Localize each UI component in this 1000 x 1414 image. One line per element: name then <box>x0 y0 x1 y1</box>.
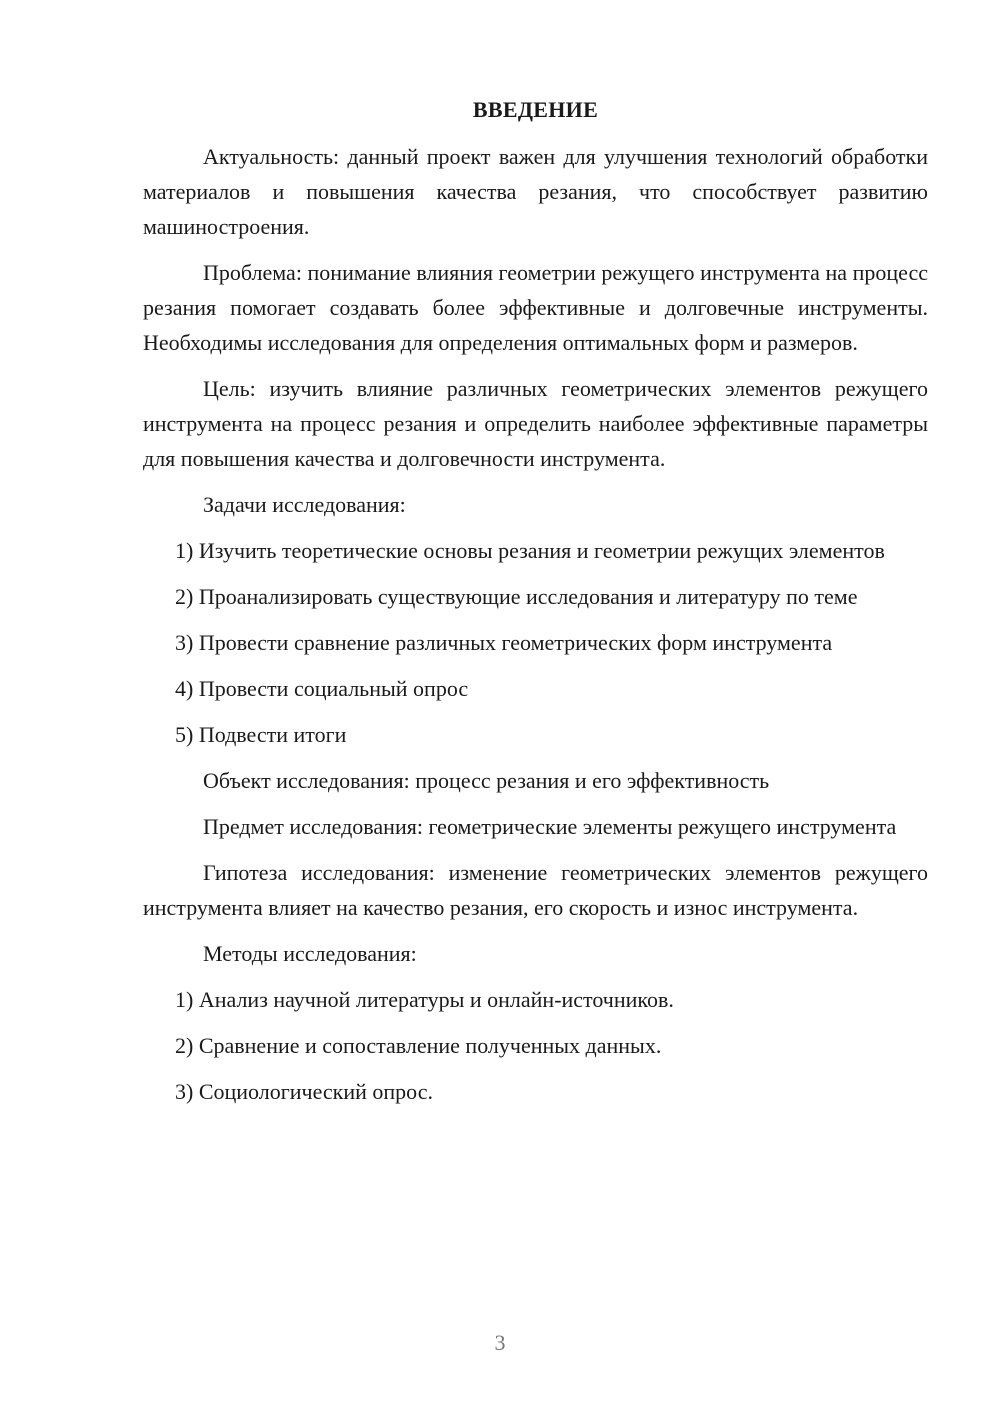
list-item-task-3: 3) Провести сравнение различных геометрических форм инструмента <box>175 630 833 655</box>
document-page <box>143 92 928 1120</box>
list-item-task-5: 5) Подвести итоги <box>175 722 347 747</box>
page-number: 3 <box>494 1330 506 1355</box>
list-item-task-2: 2) Проанализировать существующие исследования и литературу по теме <box>175 584 858 609</box>
paragraph-hypothesis: Гипотеза исследования: изменение геометрических элементов режущего инструмента влияет на качество резания, его скорость и износ инструмента. <box>143 860 928 920</box>
paragraph-methods-heading: Методы исследования: <box>203 941 417 966</box>
list-item-task-4: 4) Провести социальный опрос <box>175 676 469 701</box>
page-title: ВВЕДЕНИЕ <box>472 97 599 122</box>
paragraph-subject: Предмет исследования: геометрические элементы режущего инструмента <box>203 814 897 839</box>
paragraph-problem: Проблема: понимание влияния геометрии режущего инструмента на процесс резания помогает создавать более эффективные и долговечные инструменты. Необходимы исследования для определения оптимальных форм и размеров. <box>143 260 928 355</box>
list-item-method-3: 3) Социологический опрос. <box>175 1079 433 1104</box>
list-item-method-2: 2) Сравнение и сопоставление полученных данных. <box>175 1033 662 1058</box>
paragraph-object: Объект исследования: процесс резания и его эффективность <box>203 768 770 793</box>
paragraph-relevance: Актуальность: данный проект важен для улучшения технологий обработки материалов и повышения качества резания, что способствует развитию машиностроения. <box>143 144 928 239</box>
list-item-task-1: 1) Изучить теоретические основы резания и геометрии режущих элементов <box>175 538 885 563</box>
paragraph-tasks-heading: Задачи исследования: <box>203 492 406 517</box>
paragraph-goal: Цель: изучить влияние различных геометрических элементов режущего инструмента на процесс резания и определить наиболее эффективные параметры для повышения качества и долговечности инструмента. <box>143 376 928 471</box>
list-item-method-1: 1) Анализ научной литературы и онлайн-источников. <box>175 987 674 1012</box>
